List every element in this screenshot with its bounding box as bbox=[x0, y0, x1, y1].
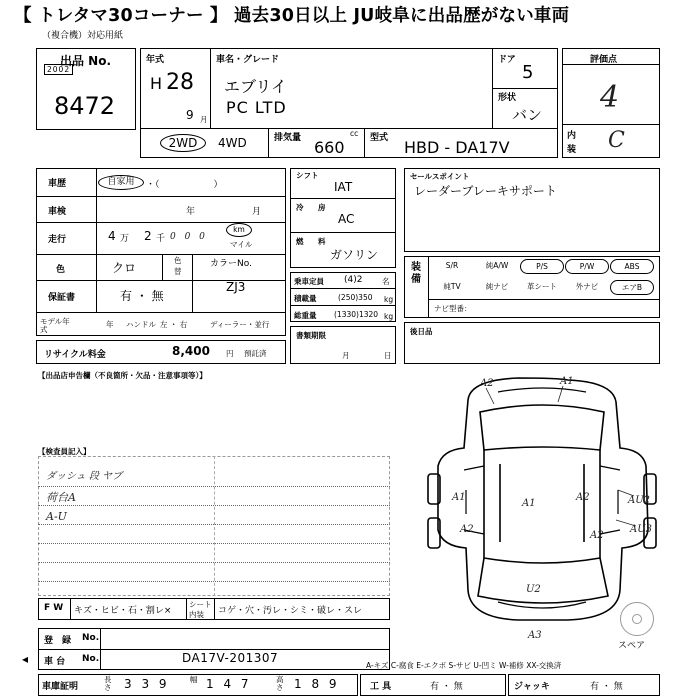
chassis-no: No. bbox=[82, 654, 100, 664]
chassis-value: DA17V-201307 bbox=[182, 651, 279, 665]
mileage-man: 4 bbox=[108, 229, 116, 243]
mileage-digits: 0 0 0 bbox=[170, 232, 208, 242]
color-label: 色 bbox=[56, 265, 66, 275]
equipment-item-row1-1: 純A/W bbox=[485, 261, 509, 270]
year-month-unit: 月 bbox=[200, 115, 208, 124]
pointer-arrow: ◂ bbox=[22, 652, 29, 666]
displacement-label: 排気量 bbox=[274, 133, 302, 143]
mileage-sen-unit: 千 bbox=[156, 234, 166, 244]
cert-d3: 1 8 9 bbox=[294, 677, 340, 691]
doors-label: ドア bbox=[498, 55, 516, 65]
score-value: 4 bbox=[600, 80, 620, 115]
warranty-label: 保証書 bbox=[48, 293, 76, 303]
interior-label-2: 装 bbox=[567, 145, 577, 155]
cert-unit-2: 幅 bbox=[190, 675, 198, 684]
year-month: 9 bbox=[186, 108, 194, 122]
deadline-day: 日 bbox=[384, 351, 392, 360]
fw-seat-label-2: 内装 bbox=[189, 610, 204, 619]
inspector-note-1: ダッシュ 段 ヤブ bbox=[46, 471, 123, 482]
recycle-label: リサイクル料金 bbox=[44, 350, 106, 360]
equipment-item-row2-2: 革シート bbox=[527, 282, 557, 291]
inspection-year: 年 bbox=[186, 207, 196, 217]
history-label: 車歴 bbox=[48, 179, 67, 189]
history-rest: ・（ ） bbox=[146, 180, 223, 190]
tools-opts: 有 ・ 無 bbox=[430, 682, 463, 692]
sheet-type: （複合機）対応用紙 bbox=[42, 31, 124, 41]
mileage-sen: 2 bbox=[144, 229, 152, 243]
after-sale-box bbox=[404, 322, 660, 364]
sales-point-label: セールスポイント bbox=[410, 172, 470, 181]
color-repaint-1: 色 bbox=[174, 256, 182, 265]
equipment-label: 装 備 bbox=[411, 262, 421, 285]
model-year-handle: ハンドル bbox=[126, 320, 156, 329]
year-era: H bbox=[150, 74, 163, 93]
equipment-item-row1-4: ABS bbox=[610, 259, 654, 274]
color-code-label: カラーNo. bbox=[210, 259, 252, 269]
history-circle bbox=[98, 175, 144, 190]
lot-stamp: 2002 bbox=[44, 64, 73, 75]
aircon-label-1: 冷 bbox=[296, 203, 304, 212]
model-year-dealer: ディーラー・並行 bbox=[210, 320, 270, 329]
cert-label: 車庫証明 bbox=[42, 682, 79, 692]
aircon-label-2: 房 bbox=[318, 203, 326, 212]
damage-legend: A-キズ C-腐食 E-エクボ S-サビ U-凹ミ W-補修 XX-交換済 bbox=[366, 661, 562, 670]
aircon-value: AC bbox=[338, 212, 355, 226]
load-value: (250)350 bbox=[338, 293, 373, 302]
mileage-unit-km: km bbox=[233, 225, 245, 234]
type-value: HBD - DA17V bbox=[404, 138, 510, 157]
fuel-label-2: 料 bbox=[318, 237, 326, 246]
inspector-note-2: 荷台A bbox=[46, 491, 76, 504]
cert-d1: 3 3 9 bbox=[124, 677, 170, 691]
gross-value: (1330)1320 bbox=[334, 310, 379, 319]
lot-label: 出品 No. bbox=[60, 54, 112, 68]
mark-u2: U2 bbox=[526, 584, 541, 595]
capacity-label: 乗車定員 bbox=[294, 277, 324, 286]
equipment-item-row2-3: 外ナビ bbox=[575, 282, 599, 291]
recycle-unit: 円 bbox=[226, 349, 234, 358]
seller-report-label: 【出品店申告欄（不良箇所・欠品・注意事項等）】 bbox=[38, 371, 207, 380]
fw-label: F W bbox=[44, 603, 64, 613]
inspection-label: 車検 bbox=[48, 207, 67, 217]
displacement-value: 660 bbox=[314, 138, 345, 157]
cert-unit-3: 高 さ bbox=[276, 675, 284, 692]
shift-label: シフト bbox=[296, 171, 319, 180]
lot-number: 8472 bbox=[54, 92, 116, 120]
model-grade: PC LTD bbox=[226, 98, 287, 117]
mark-a1-front-right: A1 bbox=[560, 376, 574, 387]
equipment-item-row2-0: 純TV bbox=[443, 282, 461, 291]
chassis-label: 車 台 bbox=[44, 657, 66, 667]
capacity-value: (4)2 bbox=[344, 275, 363, 285]
equipment-item-row1-0: S/R bbox=[445, 261, 459, 270]
recycle-value: 8,400 bbox=[172, 344, 210, 358]
equipment-item-row1-3: P/W bbox=[565, 259, 609, 274]
sales-point-value: レーダーブレーキサポート bbox=[414, 184, 557, 198]
model-label: 車名・グレード bbox=[216, 55, 280, 65]
mark-a2-bottom: A2 bbox=[590, 530, 604, 541]
mark-a3: A3 bbox=[528, 630, 542, 641]
mark-a2-right: A2 bbox=[576, 492, 590, 503]
inspection-month: 月 bbox=[252, 207, 262, 217]
shift-value: IAT bbox=[334, 180, 353, 194]
displacement-unit: cc bbox=[350, 129, 359, 138]
deadline-label: 書類期限 bbox=[296, 331, 326, 340]
jack-label: ジャッキ bbox=[514, 682, 550, 692]
mark-au3: AU3 bbox=[630, 524, 653, 535]
equipment-item-row2-1: 純ナビ bbox=[485, 282, 509, 291]
type-label: 型式 bbox=[370, 133, 389, 143]
fw-seat-label-1: シート bbox=[189, 600, 212, 609]
score-label: 評価点 bbox=[590, 55, 618, 65]
jack-opts: 有 ・ 無 bbox=[590, 682, 623, 692]
body-shape-label: 形状 bbox=[498, 93, 517, 103]
equipment-item-row1-2: P/S bbox=[520, 259, 564, 274]
capacity-unit: 名 bbox=[382, 277, 390, 286]
color-repaint-2: 替 bbox=[174, 267, 182, 276]
model-year-lr: 左 ・ 右 bbox=[160, 320, 188, 329]
registration-label: 登 録 bbox=[44, 636, 72, 646]
gross-label: 総重量 bbox=[294, 311, 317, 320]
history-table bbox=[36, 168, 286, 336]
spare-tire-inner bbox=[632, 614, 642, 624]
color-value: クロ bbox=[112, 261, 137, 275]
mileage-label: 走行 bbox=[48, 235, 67, 245]
model-year-label: モデル年式 bbox=[40, 317, 70, 334]
load-label: 積載量 bbox=[294, 294, 317, 303]
model-name: エブリイ bbox=[224, 77, 287, 96]
mark-a2-left-lower: A2 bbox=[460, 524, 474, 535]
body-shape-value: バン bbox=[512, 106, 543, 124]
cert-unit-1: 長 さ bbox=[104, 675, 112, 692]
cert-d2: 1 4 7 bbox=[206, 677, 252, 691]
registration-no: No. bbox=[82, 633, 100, 643]
drive-2wd: 2WD bbox=[168, 136, 198, 150]
mileage-man-unit: 万 bbox=[120, 234, 130, 244]
tools-label: 工 具 bbox=[370, 682, 392, 692]
fw-items: キズ・ヒビ・石・割レ× bbox=[74, 606, 172, 616]
inspector-label: 【検査員記入】 bbox=[38, 447, 91, 456]
mark-au2: AU2 bbox=[628, 495, 651, 506]
drive-4wd: 4WD bbox=[218, 136, 247, 150]
recycle-note: 預託済 bbox=[244, 349, 267, 358]
color-code: ZJ3 bbox=[226, 280, 246, 294]
year-label: 年式 bbox=[146, 55, 165, 65]
model-year-year: 年 bbox=[106, 320, 114, 329]
mark-a1-left: A1 bbox=[452, 492, 466, 503]
fuel-value: ガソリン bbox=[330, 248, 379, 262]
warranty-options: 有 ・ 無 bbox=[120, 289, 164, 303]
equipment-row-2 bbox=[430, 280, 658, 296]
fw-seat-items: コゲ・穴・汚レ・シミ・破レ・スレ bbox=[218, 606, 363, 616]
year-value: 28 bbox=[166, 70, 194, 95]
mark-a2-front-left: A2 bbox=[480, 378, 494, 389]
spare-label: スペア bbox=[618, 641, 646, 651]
equipment-item-row2-4: エアB bbox=[610, 280, 654, 295]
gross-unit: kg bbox=[384, 312, 394, 321]
banner: 【 トレタマ30コーナー 】 過去30日以上 JU岐阜に出品歴がない車両 bbox=[14, 6, 570, 26]
doors-value: 5 bbox=[522, 62, 534, 83]
after-sale-label: 後日品 bbox=[410, 327, 433, 336]
mark-a1-center: A1 bbox=[522, 498, 536, 509]
equipment-navi: ナビ型番： bbox=[434, 304, 472, 313]
drive-2wd-circle bbox=[160, 134, 206, 152]
equipment-row-1 bbox=[430, 259, 658, 275]
mileage-unit-mile: マイル bbox=[230, 240, 253, 249]
fuel-label-1: 燃 bbox=[296, 237, 304, 246]
deadline-month: 月 bbox=[342, 351, 350, 360]
inspector-note-3: A-U bbox=[46, 510, 67, 523]
load-unit: kg bbox=[384, 295, 394, 304]
interior-label-1: 内 bbox=[567, 131, 577, 141]
mileage-km-circle bbox=[226, 223, 252, 237]
history-circled: 自家用 bbox=[107, 177, 135, 187]
car-outline bbox=[438, 378, 651, 620]
interior-value: C bbox=[608, 128, 625, 153]
